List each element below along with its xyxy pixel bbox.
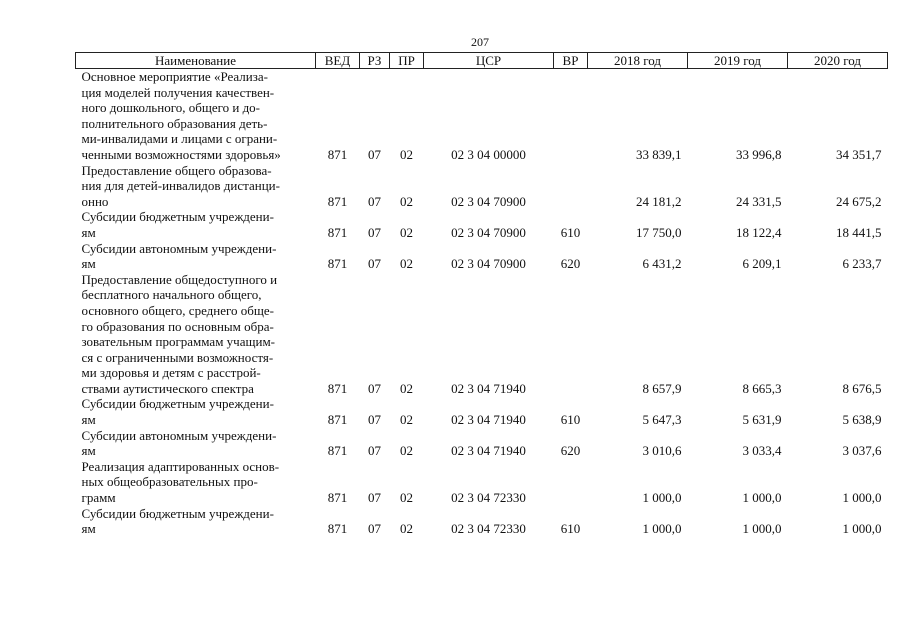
row-name-line: Субсидии автономным учреждени- <box>81 427 277 443</box>
row-2019: 1 000,0 <box>742 521 782 537</box>
header-vr: ВР <box>554 53 588 69</box>
header-name: Наименование <box>76 53 316 69</box>
row-pr: 02 <box>400 412 413 428</box>
row-name-line: Основное мероприятие «Реализа- <box>81 69 268 84</box>
row-ved: 871 <box>327 521 348 537</box>
row-2018: 17 750,0 <box>636 224 682 240</box>
row-name-line: ям <box>81 256 96 272</box>
row-2018: 1 000,0 <box>642 490 682 506</box>
row-ved: 871 <box>327 490 348 506</box>
row-ved: 871 <box>327 380 348 396</box>
row-name-line: Предоставление общедоступного и <box>81 271 278 287</box>
row-name-line: основного общего, среднего обще- <box>81 302 274 318</box>
row-rz: 07 <box>368 443 381 459</box>
header-ved: ВЕД <box>316 53 360 69</box>
row-2019: 33 996,8 <box>736 146 782 162</box>
header-pr: ПР <box>390 53 424 69</box>
row-csr: 02 3 04 71940 <box>451 443 526 459</box>
row-rz: 07 <box>368 193 381 209</box>
header-csr: ЦСР <box>424 53 554 69</box>
row-2019: 1 000,0 <box>742 490 782 506</box>
row-name-line: ся с ограниченными возможностя- <box>81 349 274 365</box>
row-name-line: Субсидии бюджетным учреждени- <box>81 505 274 521</box>
row-name-line: Предоставление общего образова- <box>81 162 272 178</box>
row-csr: 02 3 04 71940 <box>451 412 526 428</box>
row-name-line: ных общеобразовательных про- <box>81 474 258 490</box>
row-vr: 610 <box>560 412 581 428</box>
row-rz: 07 <box>368 224 381 240</box>
row-vr <box>554 272 588 397</box>
row-name-line: Субсидии бюджетным учреждени- <box>81 396 274 412</box>
page-number: 207 <box>471 35 489 49</box>
row-csr: 02 3 04 72330 <box>451 521 526 537</box>
row-ved: 871 <box>327 412 348 428</box>
row-2020: 8 676,5 <box>842 380 882 396</box>
row-vr <box>554 459 588 506</box>
row-name <box>76 241 316 272</box>
row-rz: 07 <box>368 490 381 506</box>
row-vr <box>554 69 588 163</box>
row-name-line: ция моделей получения качествен- <box>81 84 275 100</box>
row-name <box>76 396 316 427</box>
row-2018: 33 839,1 <box>636 146 682 162</box>
row-rz: 07 <box>368 146 381 162</box>
row-pr: 02 <box>400 443 413 459</box>
row-2018: 6 431,2 <box>642 256 682 272</box>
row-pr: 02 <box>400 380 413 396</box>
row-name-line: ми здоровья и детям с расстрой- <box>81 365 261 381</box>
row-name-line: Реализация адаптированных основ- <box>81 458 280 474</box>
row-ved: 871 <box>327 146 348 162</box>
row-csr: 02 3 04 72330 <box>451 490 526 506</box>
table-row <box>76 506 888 537</box>
row-pr: 02 <box>400 224 413 240</box>
row-name-line: ми-инвалидами и лицами с ограни- <box>81 131 278 147</box>
row-name-line: полнительного образования деть- <box>81 115 268 131</box>
row-name-line: грамм <box>81 490 116 506</box>
row-csr: 02 3 04 70900 <box>451 256 526 272</box>
table-header-row <box>76 53 888 69</box>
row-pr: 02 <box>400 256 413 272</box>
row-ved: 871 <box>327 224 348 240</box>
row-name-line: ченными возможностями здоровья» <box>81 146 281 162</box>
row-name <box>76 69 316 163</box>
row-name-line: зовательным программам учащим- <box>81 334 275 350</box>
row-name <box>76 428 316 459</box>
row-rz: 07 <box>368 380 381 396</box>
table-row <box>76 396 888 427</box>
header-rz: РЗ <box>360 53 390 69</box>
row-2020: 5 638,9 <box>842 412 882 428</box>
row-pr: 02 <box>400 146 413 162</box>
row-vr: 610 <box>560 521 581 537</box>
table-row <box>76 428 888 459</box>
row-2020: 1 000,0 <box>842 521 882 537</box>
row-name-line: ного дошкольного, общего и до- <box>81 100 261 116</box>
row-2018: 8 657,9 <box>642 380 682 396</box>
row-name <box>76 272 316 397</box>
row-vr <box>554 163 588 210</box>
row-2019: 5 631,9 <box>742 412 782 428</box>
budget-table <box>75 52 888 537</box>
row-2019: 24 331,5 <box>736 193 782 209</box>
row-name-line: Субсидии автономным учреждени- <box>81 240 277 256</box>
table-row <box>76 163 888 210</box>
header-2019: 2019 год <box>688 53 788 69</box>
row-ved: 871 <box>327 193 348 209</box>
row-name-line: бесплатного начального общего, <box>81 287 262 303</box>
row-rz: 07 <box>368 412 381 428</box>
row-2018: 1 000,0 <box>642 521 682 537</box>
table-row <box>76 272 888 397</box>
row-name <box>76 459 316 506</box>
row-2019: 18 122,4 <box>736 224 782 240</box>
row-2019: 6 209,1 <box>742 256 782 272</box>
table-body <box>76 69 888 537</box>
row-2018: 5 647,3 <box>642 412 682 428</box>
row-vr: 620 <box>560 256 581 272</box>
row-ved: 871 <box>327 256 348 272</box>
row-name-line: ям <box>81 443 96 459</box>
row-2019: 3 033,4 <box>742 443 782 459</box>
row-name <box>76 506 316 537</box>
row-2020: 6 233,7 <box>842 256 882 272</box>
row-name-line: ям <box>81 412 96 428</box>
table-row <box>76 241 888 272</box>
row-2018: 24 181,2 <box>636 193 682 209</box>
row-rz: 07 <box>368 256 381 272</box>
row-pr: 02 <box>400 490 413 506</box>
header-2018: 2018 год <box>588 53 688 69</box>
row-2018: 3 010,6 <box>642 443 682 459</box>
row-pr: 02 <box>400 193 413 209</box>
row-name-line: онно <box>81 193 109 209</box>
row-csr: 02 3 04 70900 <box>451 193 526 209</box>
row-2019: 8 665,3 <box>742 380 782 396</box>
table-row <box>76 459 888 506</box>
row-name <box>76 163 316 210</box>
table-row <box>76 69 888 163</box>
row-vr: 620 <box>560 443 581 459</box>
row-name-line: ния для детей-инвалидов дистанци- <box>81 178 280 194</box>
row-name-line: го образования по основным обра- <box>81 318 274 334</box>
row-2020: 18 441,5 <box>836 224 882 240</box>
row-pr: 02 <box>400 521 413 537</box>
row-name <box>76 209 316 240</box>
row-2020: 34 351,7 <box>836 146 882 162</box>
row-csr: 02 3 04 00000 <box>451 146 526 162</box>
row-name-line: ям <box>81 521 96 537</box>
table-row <box>76 209 888 240</box>
row-rz: 07 <box>368 521 381 537</box>
row-ved: 871 <box>327 443 348 459</box>
row-csr: 02 3 04 71940 <box>451 380 526 396</box>
row-name-line: ствами аутистического спектра <box>81 380 254 396</box>
row-name-line: ям <box>81 224 96 240</box>
row-csr: 02 3 04 70900 <box>451 224 526 240</box>
row-name-line: Субсидии бюджетным учреждени- <box>81 209 274 225</box>
row-2020: 3 037,6 <box>842 443 882 459</box>
header-2020: 2020 год <box>788 53 888 69</box>
row-vr: 610 <box>560 224 581 240</box>
row-2020: 24 675,2 <box>836 193 882 209</box>
row-2020: 1 000,0 <box>842 490 882 506</box>
